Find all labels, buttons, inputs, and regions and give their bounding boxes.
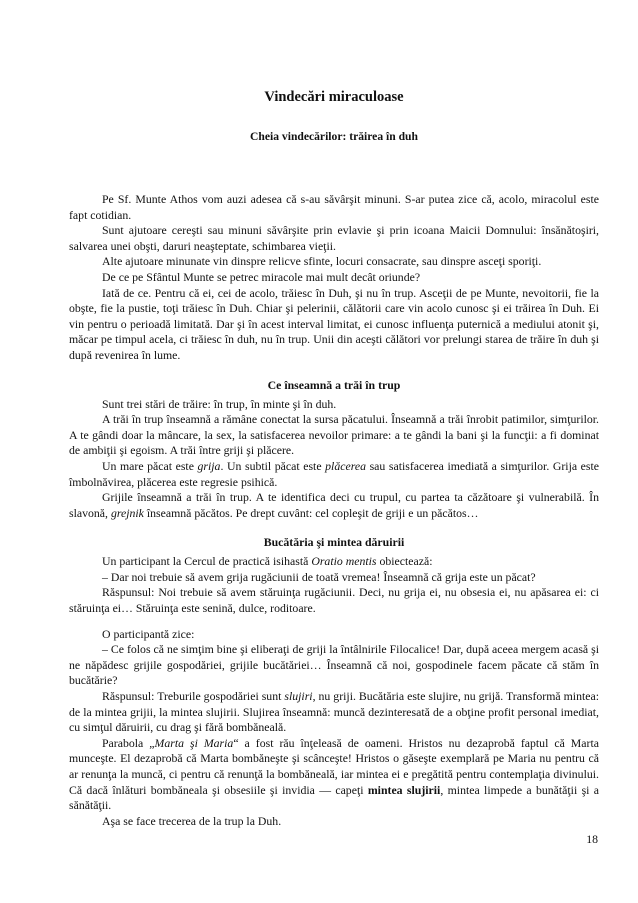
page-subtitle: Cheia vindecărilor: trăirea în duh [250,130,418,143]
paragraph: A trăi în trup înseamnă a rămâne conectat la sursa păcatului. Înseamnă a trăi înrobit patimilor, simţurilor. A te gândi doar la mâncare, la sex, la satisfacerea nevoilor primare: a te gândi la bani şi la funcţii: a fi dominat de ambiţii şi egoism. A trăi între griji şi plăcere. [69,412,599,458]
section-heading: Bucătăria şi mintea dăruirii [263,535,405,550]
emphasis: plăcerea [325,458,366,473]
paragraph: Grijile înseamnă a trăi în trup. A te identifica deci cu trupul, cu partea ta căzătoare şi vulnerabilă. În slavonă, grejnik înseamnă păcătos. Pe drept cuvânt: cel copleşit de griji e un păcătos… [69,490,599,520]
emphasis: slujiri [284,689,313,704]
paragraph: De ce pe Sfântul Munte se petrec miracole mai mult decât oriunde? [102,269,421,284]
paragraph: Aşa se face trecerea de la trup la Duh. [102,813,282,828]
paragraph: Iată de ce. Pentru că ei, cei de acolo, trăiesc în Duh, şi nu în trup. Asceţii de pe Munte, nevoitorii, fie la obşte, fie la pustie, toţi trăiesc în Duh. Chiar şi pelerinii, călătorii care vin acolo cunosc şi ei trăirea în Duh. Ei vin pentru o perioadă limitată. Dar şi în acest interval limitat, ei cunosc influenţa puternică a mediului atonit şi, măcar pe timpul acela, ci trăiesc în duh, nu în trup. Unii din aceşti călători vor prelungi starea de trăire în duh şi după revenirea în lume. [69,285,599,362]
paragraph: – Dar noi trebuie să avem grija rugăciunii de toată vremea! Înseamnă că grija este un păcat? [102,569,536,584]
paragraph: – Ce folos că ne simţim bine şi eliberaţi de griji la întâlnirile Filocalice! Dar, după aceea mergem acasă şi ne năpădesc grijile gospodăriei, grijile bucătăriei… Înseamnă că noi, gospodinele facem păcate că stăm în bucătărie? [69,642,599,688]
paragraph: Un participant la Cercul de practică isihastă Oratio mentis obiectează: [102,554,433,569]
paragraph: Răspunsul: Noi trebuie să avem stăruinţa rugăciunii. Deci, nu grija ei, nu obsesia ei, nu apăsarea ei: ci stăruinţa ei… Stăruinţa este senină, dulce, roditoare. [69,585,599,616]
paragraph: Parabola „Marta şi Maria“ a fost rău înţeleasă de oameni. Hristos nu dezaprobă faptul că Marta munceşte. El dezaprobă că Marta bombăneşte şi scânceşte! Hristos o găseşte exemplară pe Maria nu pentru că ar renunţa la muncă, ci pentru că renunţă la bombăneală, iar mintea ei e pregătită pentru contemplaţia divinului. Că dacă înlături bombăneala şi obsesiile şi invidia — capeţi mintea slujirii, mintea limpede a bunătăţii şi a sănătăţii. [69,735,600,813]
paragraph: Alte ajutoare minunate vin dinspre relicve sfinte, locuri consacrate, sau dinspre asceţi sporiţi. [102,254,542,269]
emphasis: grejnik [110,505,144,520]
paragraph: Răspunsul: Treburile gospodăriei sunt slujiri, nu griji. Bucătăria este slujire, nu grijă. Transformă mintea: de la mintea grijii, la mintea slujirii. Slujirea înseamnă: muncă dezinteresată de a obţine profit personal imediat, cu simţul dăruirii, cu drag şi fără bombăneală. [69,689,599,735]
emphasis: Marta şi Maria [154,735,234,750]
paragraph: O participantă zice: [102,626,195,641]
emphasis: Oratio mentis [311,554,377,569]
paragraph: Sunt trei stări de trăire: în trup, în minte şi în duh. [102,396,337,411]
page-title: Vindecări miraculoase [264,89,404,105]
paragraph: Un mare păcat este grija. Un subtil păcat este plăcerea sau satisfacerea imediată a simţurilor. Grija este îmbolnăvirea, plăcerea este regresie psihică. [69,458,600,489]
paragraph: Pe Sf. Munte Athos vom auzi adesea că s-au săvârşit minuni. S-ar putea zice că, acolo, miracolul este fapt cotidian. [69,192,599,222]
paragraph: Sunt ajutoare cereşti sau minuni săvârşite prin evlavie şi prin icoana Maicii Domnului: însănătoşiri, salvarea unei obşti, daruri neaşteptate, schimbarea vieţii. [69,223,599,253]
page-number: 18 [586,832,598,846]
strong-text: mintea slujirii [367,782,441,797]
document-body [69,192,599,829]
emphasis: grija [197,458,221,473]
section-heading: Ce înseamnă a trăi în trup [267,377,401,392]
